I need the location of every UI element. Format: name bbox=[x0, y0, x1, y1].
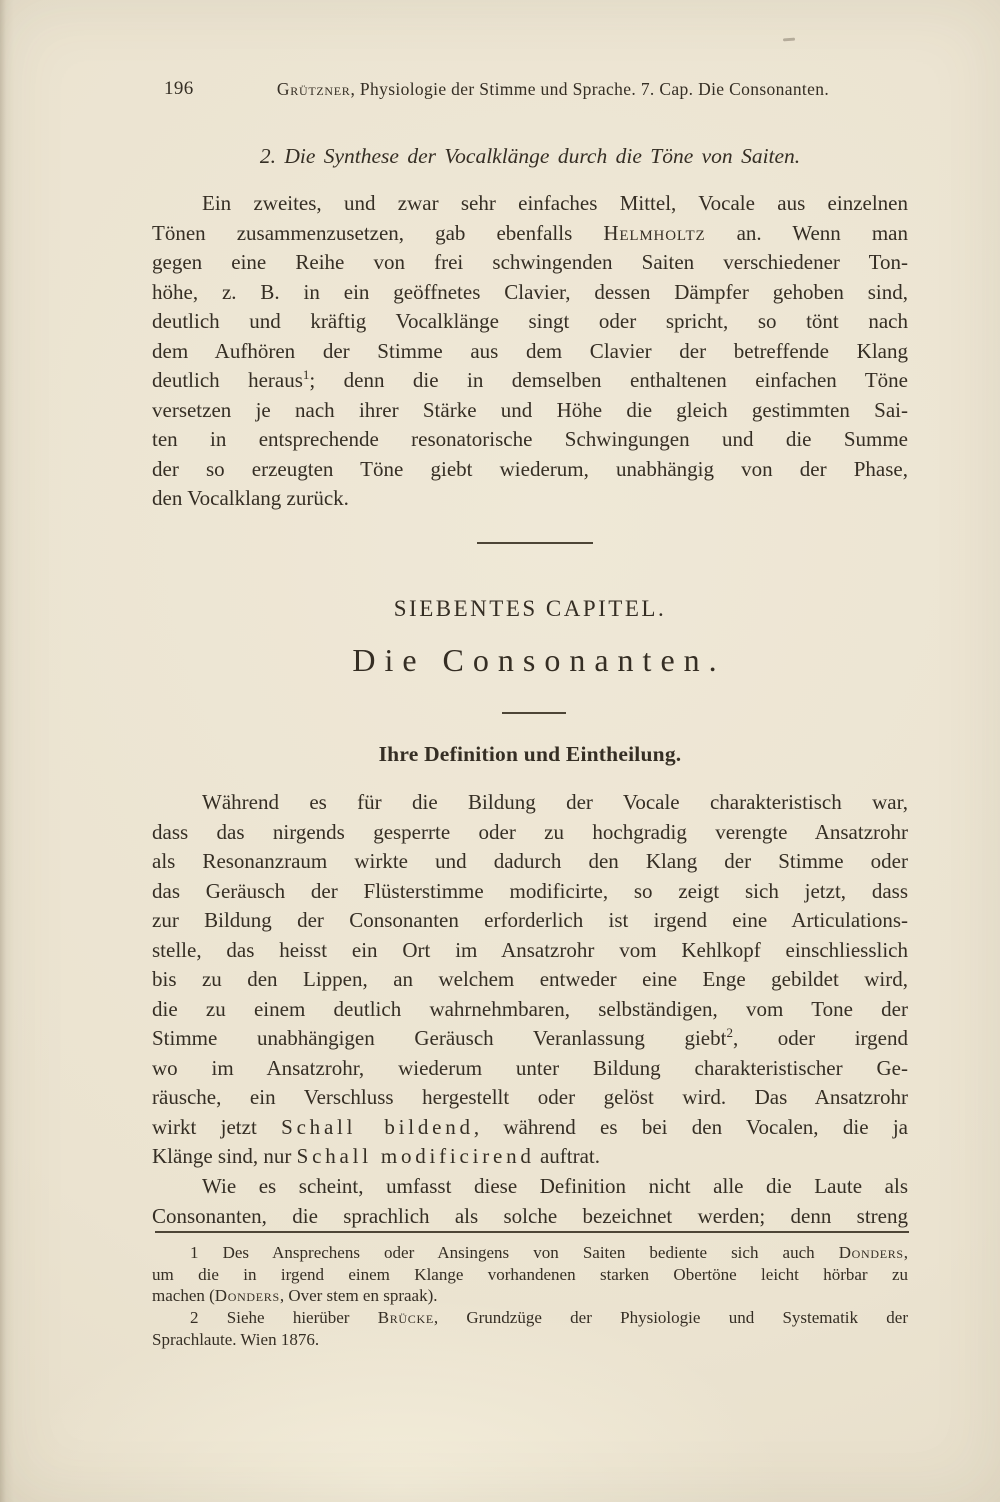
running-header bbox=[152, 78, 908, 100]
footnote-ref: 1 bbox=[302, 367, 310, 382]
text-line: wo im Ansatzrohr, wiederum unter Bildung charakteristischer Ge- bbox=[152, 1055, 908, 1080]
spaced-text: Schall bildend bbox=[281, 1114, 474, 1139]
chapter-title: Die Consonanten. bbox=[352, 642, 726, 678]
text-line: Ein zweites, und zwar sehr einfaches Mittel, Vocale aus einzelnen bbox=[202, 191, 908, 215]
text-line: Während es für die Bildung der Vocale charakteristisch war, bbox=[202, 790, 908, 814]
text-line: deutlich und kräftig Vocalklänge singt oder spricht, so tönt nach bbox=[152, 309, 908, 333]
text-line: Tönen zusammenzusetzen, gab ebenfalls Helmholtz an. Wenn man bbox=[152, 220, 908, 245]
text-line: 1 Des Ansprechens oder Ansingens von Saiten bediente sich auch Donders, bbox=[190, 1243, 908, 1262]
text-line: stelle, das heisst ein Ort im Ansatzrohr vom Kehlkopf einschliesslich bbox=[152, 937, 908, 962]
text-line: 2 Siehe hierüber Brücke, Grundzüge der Physiologie und Systematik der bbox=[190, 1308, 909, 1327]
text-line: gegen eine Reihe von frei schwingenden Saiten verschiedener Ton- bbox=[152, 250, 908, 274]
text-line: wirkt jetzt Schall bildend, während es bei den Vocalen, die ja bbox=[152, 1114, 908, 1139]
divider-rule bbox=[502, 712, 566, 714]
footnote-rule bbox=[155, 1231, 909, 1233]
body-paragraph-3 bbox=[152, 1172, 908, 1231]
text-line: Sprachlaute. Wien 1876. bbox=[152, 1329, 320, 1349]
spaced-text: Schall modificirend bbox=[296, 1144, 535, 1168]
text-line: machen (Donders, Over stem en spraak). bbox=[152, 1286, 438, 1305]
text-line: um die in irgend einem Klange vorhandenen starken Obertöne leicht hörbar zu bbox=[152, 1264, 908, 1284]
text-line: ten in entsprechende resonatorische Schwingungen und die Summe bbox=[152, 427, 908, 451]
text-line: dem Aufhören der Stimme aus dem Clavier der betreffende Klang bbox=[152, 338, 908, 363]
footnote-1 bbox=[152, 1242, 908, 1307]
footnote-2 bbox=[152, 1307, 908, 1350]
text-line: Wie es scheint, umfasst diese Definition nicht alle die Laute als bbox=[202, 1174, 908, 1198]
text-line: bis zu den Lippen, an welchem entweder eine Enge gebildet wird, bbox=[152, 967, 908, 991]
text-line: dass das nirgends gesperrte oder zu hochgradig verengte Ansatzrohr bbox=[152, 819, 908, 844]
text-line: Stimme unabhängigen Geräusch Veranlassung giebt$^2$, oder irgend bbox=[152, 1025, 908, 1050]
text-line: das Geräusch der Flüsterstimme modificirte, so zeigt sich jetzt, dass bbox=[152, 878, 908, 903]
page-number: 196 bbox=[164, 78, 194, 99]
section-heading: 2. Die Synthese der Vocalklänge durch die Töne von Saiten. bbox=[259, 144, 801, 168]
text-line: höhe, z. B. in ein geöffnetes Clavier, dessen Dämpfer gehoben sind, bbox=[152, 279, 908, 304]
text-line: zur Bildung der Consonanten erforderlich ist irgend eine Articulations- bbox=[152, 908, 908, 932]
smallcaps-name: Helmholtz bbox=[603, 220, 706, 245]
smallcaps-name: Grützner bbox=[276, 79, 351, 99]
body-paragraph-1 bbox=[152, 189, 908, 514]
chapter-subheading: Ihre Definition und Eintheilung. bbox=[378, 742, 682, 766]
smallcaps-name: Donders bbox=[838, 1243, 904, 1262]
running-title: Grützner, Physiologie der Stimme und Sprache. 7. Cap. Die Consonanten. bbox=[276, 79, 830, 99]
text-line: die zu einem deutlich wahrnehmbaren, selbständigen, vom Tone der bbox=[152, 996, 908, 1021]
smallcaps-name: Brücke bbox=[377, 1308, 434, 1327]
text-line: den Vocalklang zurück. bbox=[152, 486, 349, 510]
divider-rule bbox=[477, 542, 593, 544]
body-paragraph-2 bbox=[152, 788, 908, 1172]
text-line: Consonanten, die sprachlich als solche bezeichnet werden; denn streng bbox=[152, 1203, 908, 1228]
scan-speck bbox=[783, 38, 795, 42]
footnote-ref: 2 bbox=[726, 1025, 733, 1040]
text-line: versetzen je nach ihrer Stärke und Höhe die gleich gestimmten Sai- bbox=[152, 397, 908, 422]
text-line: der so erzeugten Töne giebt wiederum, unabhängig von der Phase, bbox=[152, 456, 908, 481]
text-line: Klänge sind, nur Schall modificirend auftrat. bbox=[152, 1144, 600, 1168]
smallcaps-name: Donders bbox=[214, 1286, 280, 1305]
chapter-kicker: SIEBENTES CAPITEL. bbox=[393, 596, 667, 621]
text-line: als Resonanzraum wirkte und dadurch den Klang der Stimme oder bbox=[152, 849, 908, 873]
text-line: deutlich heraus$^1$; denn die in demselben enthaltenen einfachen Töne bbox=[152, 367, 909, 392]
text-line: räusche, ein Verschluss hergestellt oder gelöst wird. Das Ansatzrohr bbox=[152, 1085, 908, 1109]
